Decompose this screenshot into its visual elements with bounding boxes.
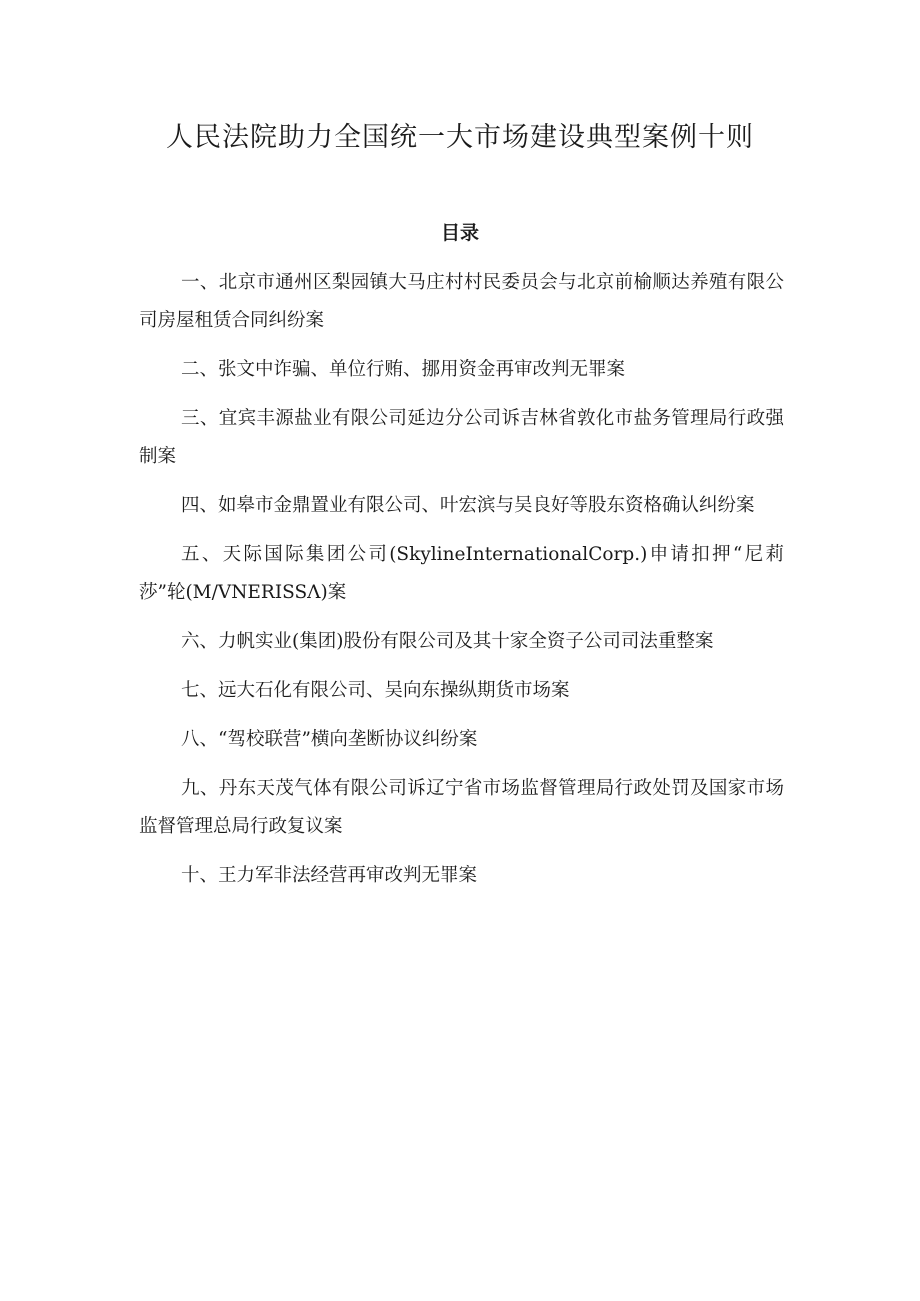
toc-item-5: 五、天际国际集团公司(SkylineInternationalCorp.)申请扣押“尼莉莎”轮(M/VNERISSΛ)案 xyxy=(139,544,784,603)
toc-item-4: 四、如皋市金鼎置业有限公司、叶宏滨与吴良好等股东资格确认纠纷案 xyxy=(181,495,755,516)
toc-item-8: 八、“驾校联营”横向垄断协议纠纷案 xyxy=(181,729,478,750)
toc-item-2: 二、张文中诈骗、单位行贿、挪用资金再审改判无罪案 xyxy=(181,359,626,380)
toc-item-10: 十、王力军非法经营再审改判无罪案 xyxy=(181,865,478,886)
table-of-contents xyxy=(139,264,784,906)
toc-item-6: 六、力帆实业(集团)股份有限公司及其十家全资子公司司法重整案 xyxy=(181,631,714,652)
document-title: 人民法院助力全国统一大市场建设典型案例十则 xyxy=(166,122,754,153)
toc-item-9: 九、丹东天茂气体有限公司诉辽宁省市场监督管理局行政处罚及国家市场监督管理总局行政复议案 xyxy=(139,778,784,837)
toc-item-3: 三、宜宾丰源盐业有限公司延边分公司诉吉林省敦化市盐务管理局行政强制案 xyxy=(139,408,784,467)
toc-item-7: 七、远大石化有限公司、吴向东操纵期货市场案 xyxy=(181,680,570,701)
toc-heading: 目录 xyxy=(440,222,479,244)
toc-item-1: 一、北京市通州区梨园镇大马庄村村民委员会与北京前榆顺达养殖有限公司房屋租赁合同纠纷案 xyxy=(139,272,784,331)
